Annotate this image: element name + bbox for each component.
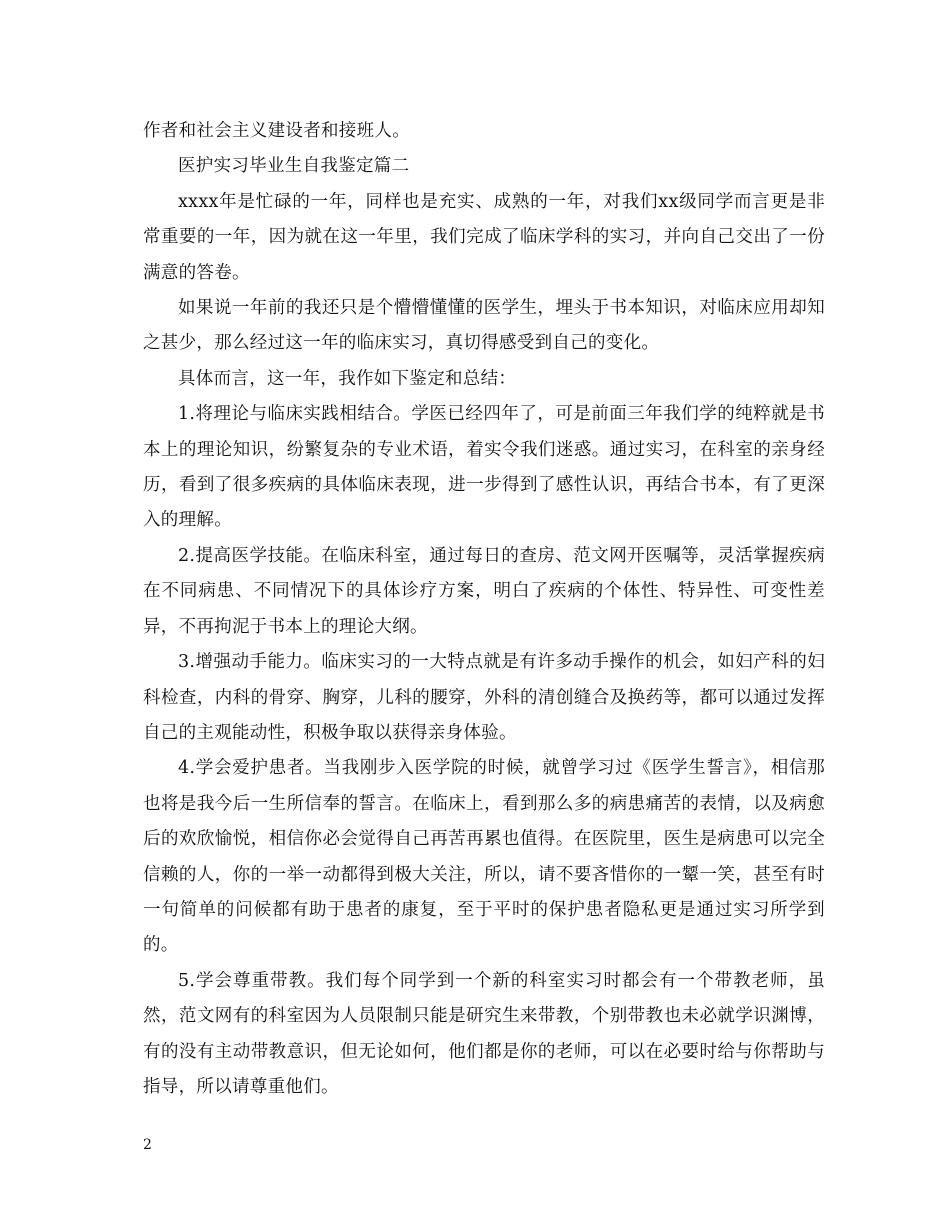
paragraph-point-1: 1.将理论与临床实践相结合。学医已经四年了，可是前面三年我们学的纯粹就是书本上的理论知识，纷繁复杂的专业术语，着实令我们迷惑。通过实习，在科室的亲身经历，看到了很多疾病的具体临床表现，进一步得到了感性认识，再结合书本，有了更深入的理解。: [143, 404, 825, 531]
paragraph-summary-lead: 具体而言，这一年，我作如下鉴定和总结：: [178, 368, 517, 389]
section-heading: 医护实习毕业生自我鉴定篇二: [178, 156, 410, 177]
paragraph-point-2: 2.提高医学技能。在临床科室，通过每日的查房、范文网开医嘱等，灵活掌握疾病在不同病患、不同情况下的具体诊疗方案，明白了疾病的个体性、特异性、可变性差异，不再拘泥于书本上的理论大纲。: [143, 545, 825, 637]
paragraph-point-3: 3.增强动手能力。临床实习的一大特点就是有许多动手操作的机会，如妇产科的妇科检查，内科的骨穿、胸穿，儿科的腰穿，外科的清创缝合及换药等，都可以通过发挥自己的主观能动性，积极争取以获得亲身体验。: [143, 652, 825, 743]
document-body: [143, 114, 825, 1105]
paragraph-point-4: 4.学会爱护患者。当我刚步入医学院的时候，就曾学习过《医学生誓言》，相信那也将是我今后一生所信奉的誓言。在临床上，看到那么多的病患痛苦的表情，以及病愈后的欢欣愉悦，相信你必会觉得自己再苦再累也值得。在医院里，医生是病患可以完全信赖的人，你的一举一动都得到极大关注，所以，请不要吝惜你的一颦一笑，甚至有时一句简单的问候都有助于患者的康复，至于平时的保护患者隐私更是通过实习所学到的。: [143, 758, 825, 956]
paragraph-intro: xxxx年是忙碌的一年，同样也是充实、成熟的一年，对我们xx级同学而言更是非常重要的一年，因为就在这一年里，我们完成了临床学科的实习，并向自己交出了一份满意的答卷。: [143, 191, 825, 283]
paragraph-reflection: 如果说一年前的我还只是个懵懵懂懂的医学生，埋头于书本知识，对临床应用却知之甚少，那么经过这一年的临床实习，真切得感受到自己的变化。: [143, 298, 825, 354]
page-number: 2: [143, 1137, 152, 1153]
paragraph-continuation: 作者和社会主义建设者和接班人。: [143, 121, 410, 141]
paragraph-point-5: 5.学会尊重带教。我们每个同学到一个新的科室实习时都会有一个带教老师，虽然，范文网有的科室因为人员限制只能是研究生来带教，个别带教也未必就学识渊博，有的没有主动带教意识，但无论如何，他们都是你的老师，可以在必要时给与你帮助与指导，所以请尊重他们。: [143, 970, 825, 1097]
